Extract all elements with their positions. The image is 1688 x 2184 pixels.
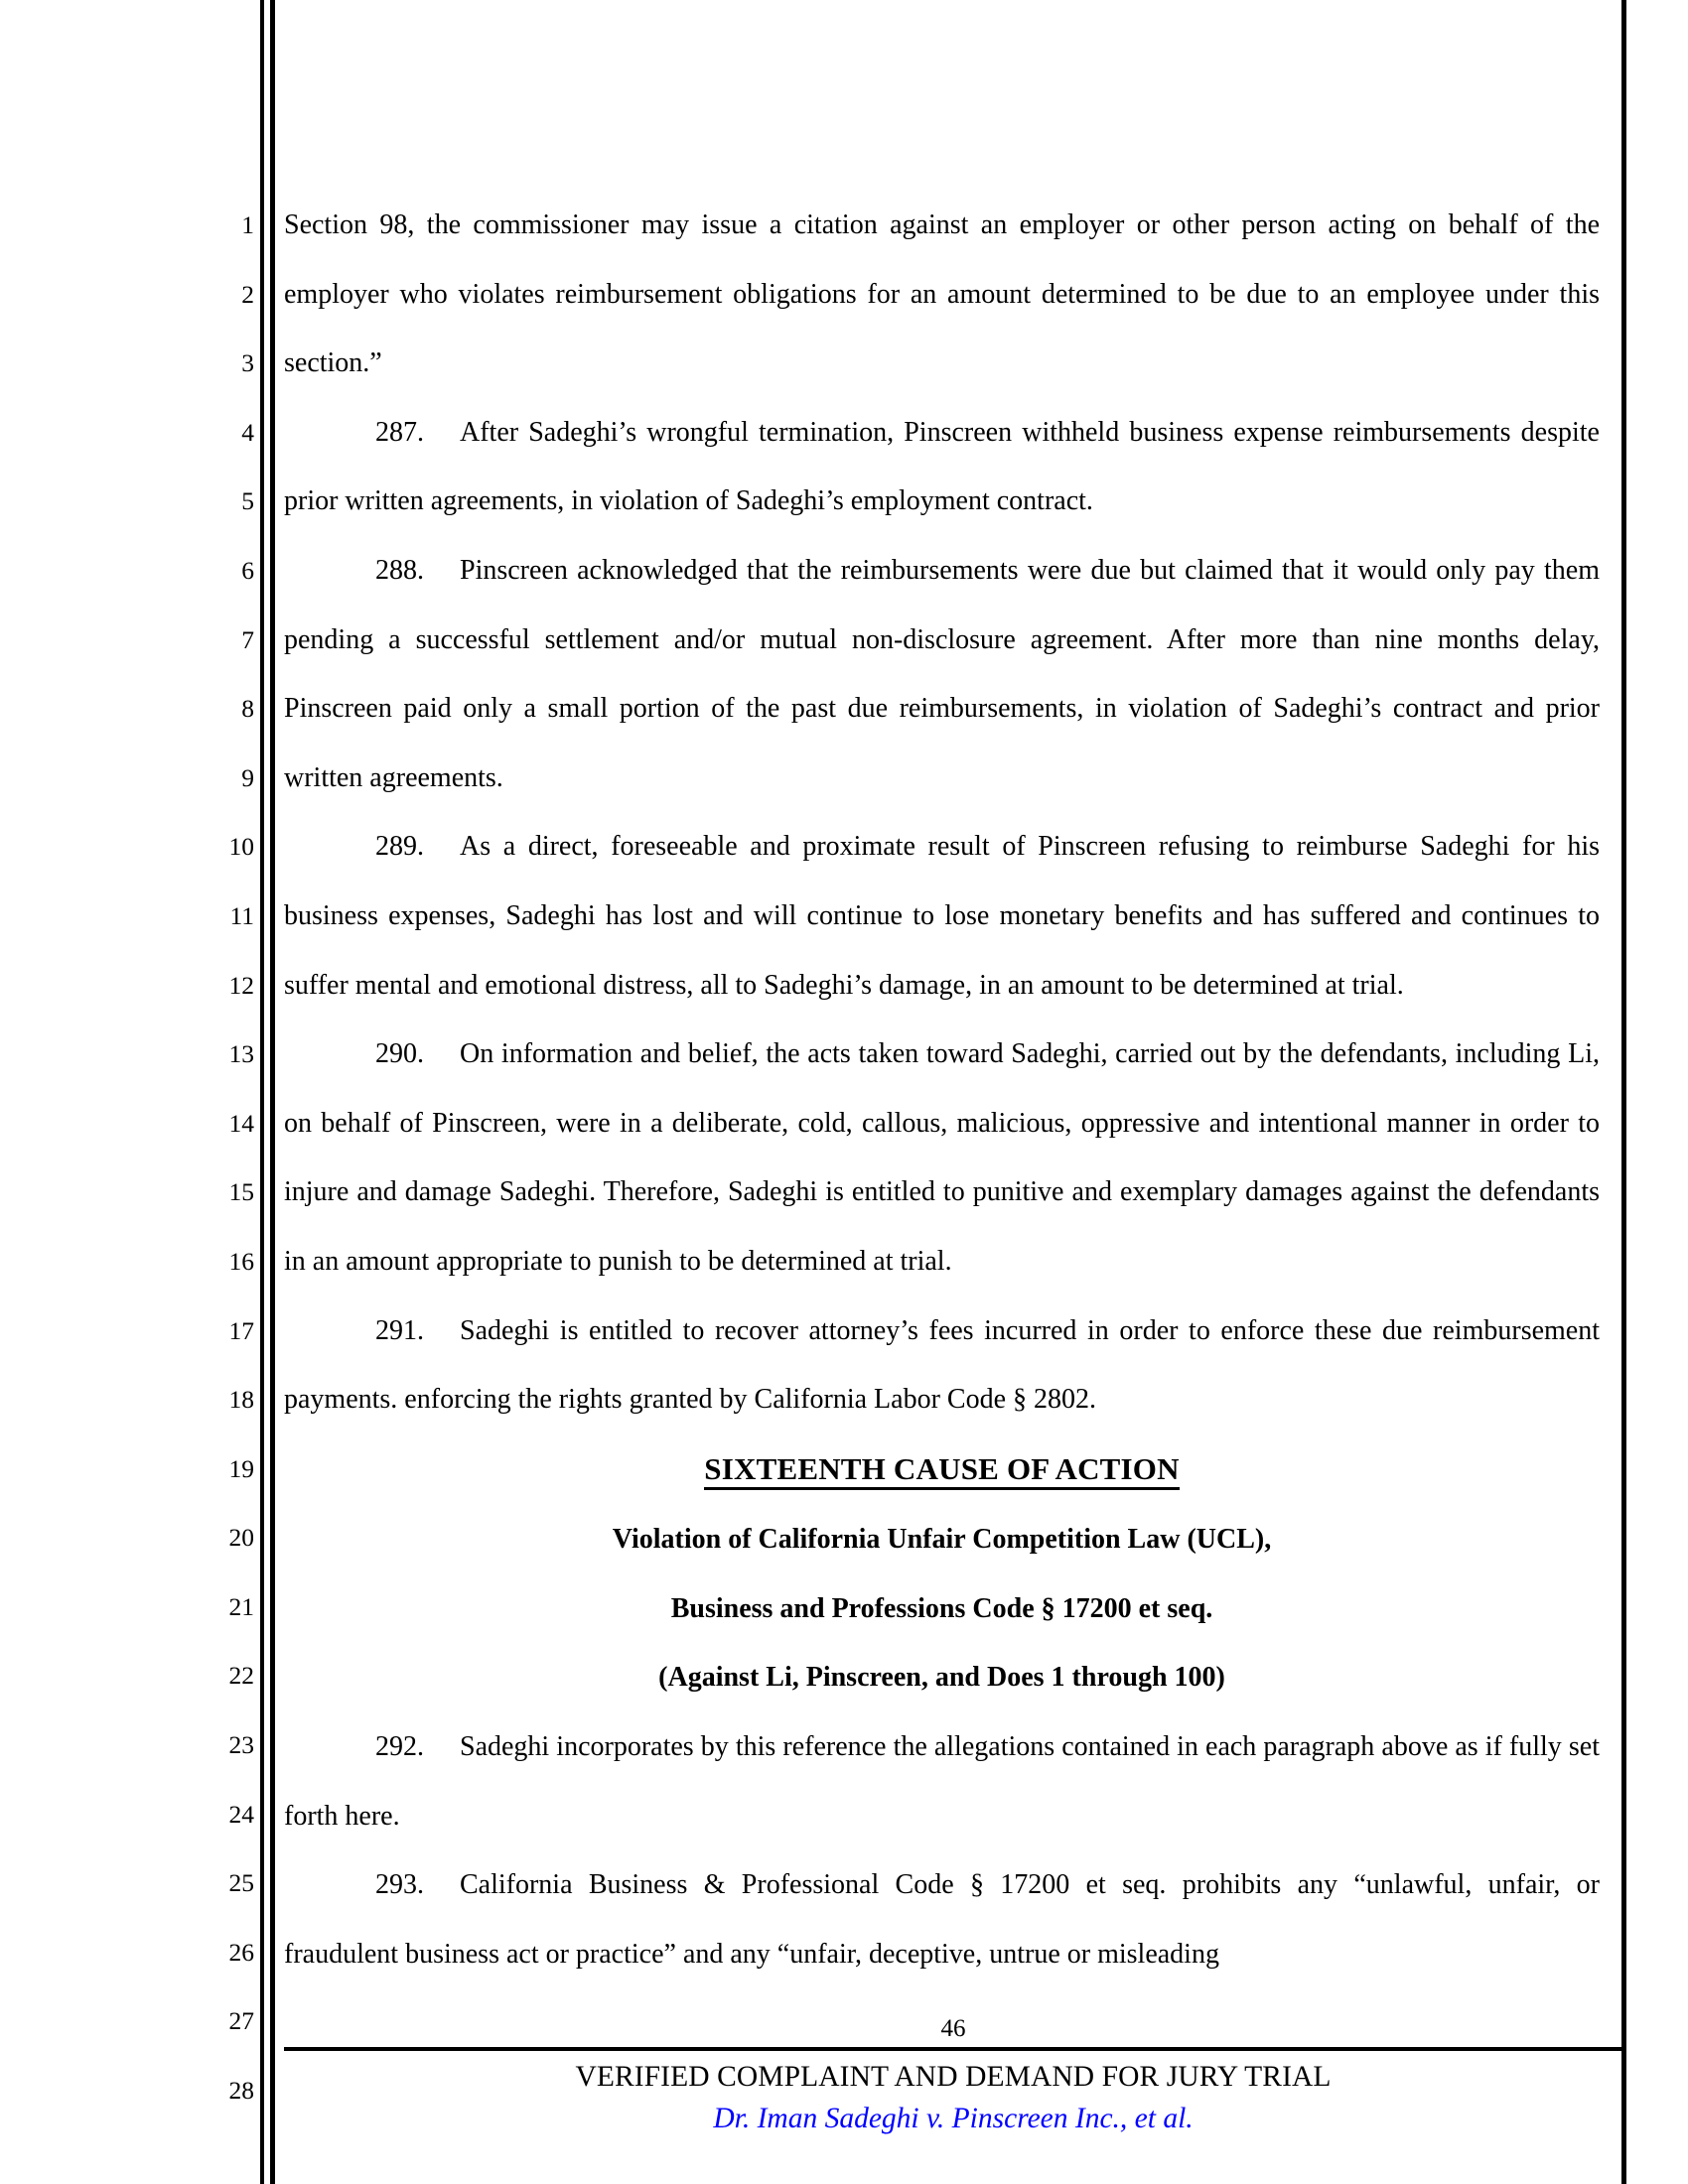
line-number: 10	[228, 832, 254, 862]
paragraph-number: 292.	[375, 1731, 424, 1763]
line-number: 26	[228, 1937, 254, 1967]
footer-case-name: Dr. Iman Sadeghi v. Pinscreen Inc., et al.	[713, 2103, 1194, 2134]
line-number: 18	[228, 1385, 254, 1415]
paragraph-number: 287.	[375, 416, 424, 448]
line-number: 4	[241, 417, 254, 447]
paragraph-289	[284, 812, 1600, 1020]
paragraph-text: After Sadeghi’s wrongful termination, Pinscreen withheld business expense reimbursements despite prior written agreements, in violation of Sadeghi’s employment contract.	[284, 416, 1600, 517]
line-number: 24	[228, 1799, 254, 1829]
paragraph-text: Sadeghi incorporates by this reference the allegations contained in each paragraph above as if fully set forth here.	[284, 1731, 1600, 1832]
line-number: 21	[228, 1591, 254, 1621]
paragraph-text: As a direct, foreseeable and proximate result of Pinscreen refusing to reimburse Sadeghi for his business expenses, Sadeghi has lost and will continue to lose monetary benefits and has suffered and continues to suffer mental and emotional distress, all to Sadeghi’s damage, in an amount to be determined at trial.	[284, 831, 1600, 1001]
left-margin-rule-outer	[260, 0, 264, 2184]
line-number: 28	[228, 2076, 254, 2106]
line-number: 17	[228, 1315, 254, 1345]
line-number: 14	[228, 1108, 254, 1138]
quote-continuation-paragraph	[284, 191, 1600, 398]
cause-of-action-subtitle-1-text: Violation of California Unfair Competition Law (UCL),	[612, 1524, 1272, 1556]
line-number: 15	[228, 1177, 254, 1207]
line-number: 27	[228, 2006, 254, 2036]
page-footer	[284, 2015, 1622, 2138]
paragraph-text: California Business & Professional Code § 17200 et seq. prohibits any “unlawful, unfair, or fraudulent business act or practice” and any “unfair, deceptive, untrue or misleading	[284, 1869, 1600, 1970]
footer-divider-rule	[284, 2047, 1622, 2051]
paragraph-number: 288.	[375, 554, 424, 586]
paragraph-290	[284, 1020, 1600, 1296]
cause-of-action-subtitle-1	[284, 1505, 1600, 1574]
line-number: 20	[228, 1523, 254, 1553]
line-number: 12	[228, 970, 254, 1000]
right-margin-rule	[1621, 0, 1626, 2184]
paragraph-number: 290.	[375, 1038, 424, 1070]
page-number: 46	[940, 2015, 966, 2042]
line-number: 23	[228, 1730, 254, 1760]
line-number: 22	[228, 1661, 254, 1691]
paragraph-number: 289.	[375, 831, 424, 863]
line-number: 7	[241, 624, 254, 654]
paragraph-287	[284, 398, 1600, 536]
paragraph-293	[284, 1850, 1600, 1988]
line-number: 8	[241, 694, 254, 724]
cause-of-action-subtitle-2	[284, 1574, 1600, 1644]
paragraph-number: 293.	[375, 1869, 424, 1901]
cause-of-action-defendants-text: (Against Li, Pinscreen, and Does 1 through 100)	[658, 1662, 1225, 1694]
line-number: 25	[228, 1868, 254, 1898]
line-number: 2	[241, 279, 254, 309]
line-number: 16	[228, 1246, 254, 1276]
body-text-column	[284, 191, 1600, 1988]
paragraph-text: On information and belief, the acts taken toward Sadeghi, carried out by the defendants, including Li, on behalf of Pinscreen, were in a deliberate, cold, callous, malicious, oppressive and intentional manner in order to injure and damage Sadeghi. Therefore, Sadeghi is entitled to punitive and exemplary damages against the defendants in an amount appropriate to punish to be determined at trial.	[284, 1038, 1600, 1277]
paragraph-288	[284, 536, 1600, 812]
cause-of-action-title	[284, 1434, 1600, 1506]
line-number: 1	[241, 210, 254, 239]
line-number: 13	[228, 1039, 254, 1069]
paragraph-291	[284, 1297, 1600, 1434]
quote-continuation-text: Section 98, the commissioner may issue a citation against an employer or other person acting on behalf of the employer who violates reimbursement obligations for an amount determined to be due to an employee under this section.”	[284, 209, 1600, 379]
paragraph-292	[284, 1712, 1600, 1850]
cause-of-action-title-text: SIXTEENTH CAUSE OF ACTION	[704, 1451, 1179, 1490]
line-number: 3	[241, 348, 254, 378]
line-number: 19	[228, 1453, 254, 1483]
paragraph-text: Pinscreen acknowledged that the reimbursements were due but claimed that it would only pay them pending a successful settlement and/or mutual non-disclosure agreement. After more than nine months delay, Pinscreen paid only a small portion of the past due reimbursements, in violation of Sadeghi’s contract and prior written agreements.	[284, 554, 1600, 793]
footer-document-title: VERIFIED COMPLAINT AND DEMAND FOR JURY TRIAL	[575, 2061, 1332, 2093]
line-number: 5	[241, 486, 254, 516]
left-margin-rule-inner	[270, 0, 275, 2184]
line-number: 6	[241, 555, 254, 585]
cause-of-action-subtitle-2-text: Business and Professions Code § 17200 et seq.	[670, 1592, 1213, 1624]
line-number-gutter	[197, 191, 254, 2125]
cause-of-action-defendants	[284, 1643, 1600, 1712]
line-number: 9	[241, 762, 254, 792]
paragraph-text: Sadeghi is entitled to recover attorney’s fees incurred in order to enforce these due reimbursement payments. enforcing the rights granted by California Labor Code § 2802.	[284, 1314, 1600, 1416]
line-number: 11	[229, 900, 254, 930]
paragraph-number: 291.	[375, 1314, 424, 1346]
